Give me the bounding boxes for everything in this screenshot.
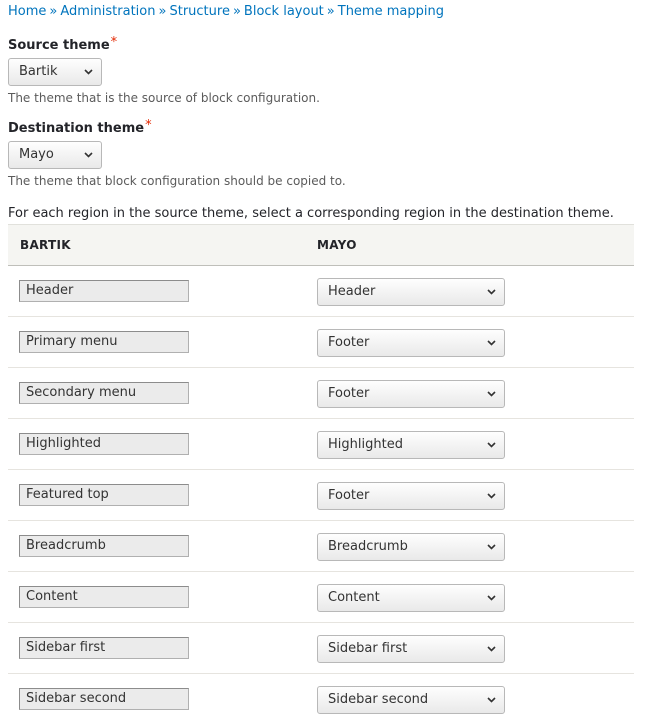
destination-region-select[interactable]: [317, 533, 505, 561]
chevron-down-icon: [487, 442, 496, 448]
destination-region-value: Highlighted: [328, 437, 403, 452]
table-body: [8, 266, 634, 724]
destination-region-select[interactable]: [317, 278, 505, 306]
breadcrumb: [8, 4, 444, 19]
source-region-field: Content: [19, 586, 189, 608]
destination-theme-value: Mayo: [19, 147, 54, 162]
required-marker: *: [145, 118, 152, 133]
source-theme-value: Bartik: [19, 64, 58, 79]
destination-region-value: Footer: [328, 488, 370, 503]
destination-region-value: Footer: [328, 335, 370, 350]
breadcrumb-separator: »: [326, 4, 335, 19]
destination-theme-label: Destination theme*: [8, 118, 152, 136]
table-row: [8, 266, 634, 317]
column-header-source: BARTIK: [20, 238, 71, 252]
chevron-down-icon: [487, 544, 496, 550]
table-row: [8, 317, 634, 368]
source-theme-field: [8, 35, 320, 105]
table-row: [8, 572, 634, 623]
source-theme-label: Source theme*: [8, 35, 118, 53]
breadcrumb-structure[interactable]: Structure: [169, 4, 230, 19]
breadcrumb-separator: »: [232, 4, 241, 19]
chevron-down-icon: [84, 152, 93, 158]
destination-theme-select[interactable]: [8, 141, 102, 169]
breadcrumb-separator: »: [49, 4, 58, 19]
chevron-down-icon: [84, 69, 93, 75]
source-region-field: Sidebar first: [19, 637, 189, 659]
destination-region-select[interactable]: [317, 686, 505, 714]
chevron-down-icon: [487, 697, 496, 703]
breadcrumb-theme-mapping[interactable]: Theme mapping: [337, 4, 444, 19]
destination-region-value: Sidebar second: [328, 692, 429, 707]
table-row: [8, 521, 634, 572]
destination-region-value: Breadcrumb: [328, 539, 408, 554]
destination-region-value: Footer: [328, 386, 370, 401]
source-theme-description: The theme that is the source of block configuration.: [8, 91, 320, 105]
destination-region-select[interactable]: [317, 584, 505, 612]
source-region-field: Header: [19, 280, 189, 302]
region-mapping-intro: For each region in the source theme, select a corresponding region in the destination theme.: [8, 206, 614, 221]
source-region-field: Highlighted: [19, 433, 189, 455]
chevron-down-icon: [487, 391, 496, 397]
breadcrumb-home[interactable]: Home: [8, 4, 47, 19]
source-theme-select[interactable]: [8, 58, 102, 86]
table-row: [8, 623, 634, 674]
breadcrumb-administration[interactable]: Administration: [60, 4, 156, 19]
destination-region-select[interactable]: [317, 431, 505, 459]
destination-region-select[interactable]: [317, 635, 505, 663]
destination-region-value: Content: [328, 590, 380, 605]
destination-theme-description: The theme that block configuration should be copied to.: [8, 174, 346, 188]
destination-region-select[interactable]: [317, 380, 505, 408]
chevron-down-icon: [487, 595, 496, 601]
destination-region-select[interactable]: [317, 482, 505, 510]
destination-theme-field: [8, 118, 346, 188]
table-row: [8, 674, 634, 724]
chevron-down-icon: [487, 340, 496, 346]
source-region-field: Breadcrumb: [19, 535, 189, 557]
column-header-destination: MAYO: [317, 238, 357, 252]
chevron-down-icon: [487, 646, 496, 652]
destination-region-value: Header: [328, 284, 376, 299]
chevron-down-icon: [487, 493, 496, 499]
source-region-field: Sidebar second: [19, 688, 189, 710]
destination-region-value: Sidebar first: [328, 641, 408, 656]
table-row: [8, 419, 634, 470]
source-region-field: Primary menu: [19, 331, 189, 353]
source-region-field: Featured top: [19, 484, 189, 506]
breadcrumb-separator: »: [158, 4, 167, 19]
chevron-down-icon: [487, 289, 496, 295]
region-mapping-table: [8, 224, 634, 724]
breadcrumb-block-layout[interactable]: Block layout: [243, 4, 324, 19]
source-region-field: Secondary menu: [19, 382, 189, 404]
table-header: [8, 224, 634, 266]
table-row: [8, 470, 634, 521]
destination-region-select[interactable]: [317, 329, 505, 357]
required-marker: *: [110, 35, 118, 50]
table-row: [8, 368, 634, 419]
